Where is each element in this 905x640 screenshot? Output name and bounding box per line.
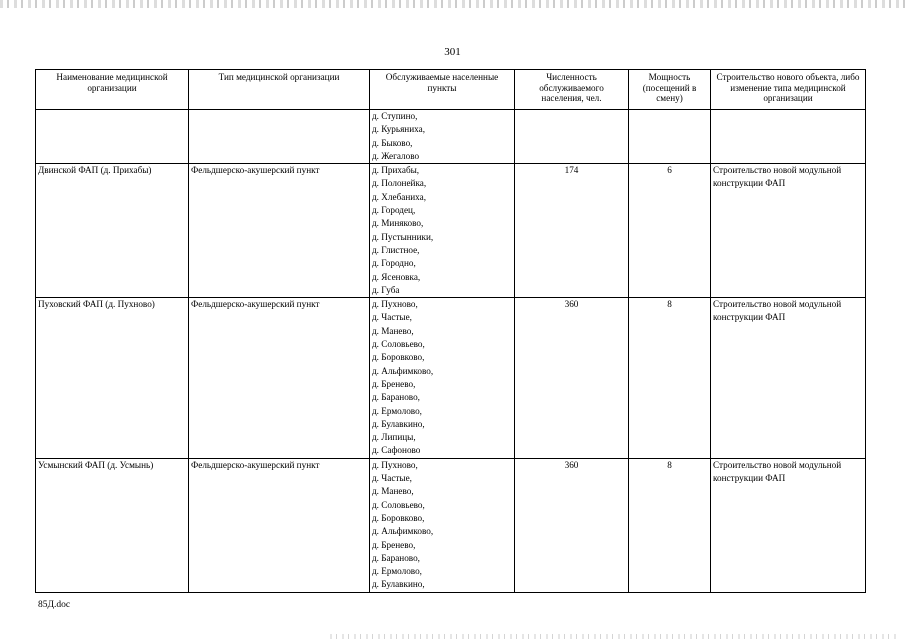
- place-item: д. Полонейка,: [372, 178, 427, 189]
- place-item: д. Манево,: [372, 486, 414, 497]
- cell-capacity: [629, 110, 711, 164]
- cell-places: [370, 164, 515, 298]
- place-item: д. Соловьево,: [372, 339, 425, 350]
- cell-org-name: Двинской ФАП (д. Прихабы): [36, 164, 189, 298]
- table-row: [36, 298, 866, 459]
- header-population: Численность обслуживаемого населения, чел.: [515, 70, 629, 110]
- cell-population: [515, 110, 629, 164]
- place-item: д. Пухново,: [372, 459, 418, 470]
- cell-org-name: Пуховский ФАП (д. Пухново): [36, 298, 189, 459]
- page-number: 301: [444, 46, 461, 58]
- place-item: д. Боровково,: [372, 512, 425, 523]
- place-item: д. Хлебаниха,: [372, 191, 426, 202]
- place-item: д. Бренево,: [372, 378, 416, 389]
- cell-places: [370, 458, 515, 592]
- header-type: Тип медицинской организации: [189, 70, 370, 110]
- place-item: д. Булавкино,: [372, 579, 425, 590]
- place-item: д. Боровково,: [372, 352, 425, 363]
- cell-capacity: 8: [629, 458, 711, 592]
- header-places: Обслуживаемые населенные пункты: [370, 70, 515, 110]
- place-item: д. Прихабы,: [372, 165, 420, 176]
- place-item: д. Сафоново: [372, 445, 421, 456]
- table-header-row: [36, 70, 866, 110]
- footer-filename: 85Д.doc: [38, 600, 71, 610]
- place-item: д. Пустынники,: [372, 231, 434, 242]
- cell-org-name: Усмынский ФАП (д. Усмынь): [36, 458, 189, 592]
- place-item: д. Городно,: [372, 258, 416, 269]
- cell-org-type: Фельдшерско-акушерский пункт: [189, 298, 370, 459]
- scan-noise-bottom: [330, 634, 900, 639]
- scan-noise-top: [0, 0, 905, 8]
- place-item: д. Ермолово,: [372, 405, 422, 416]
- cell-population: 360: [515, 458, 629, 592]
- cell-places: [370, 298, 515, 459]
- cell-capacity: 6: [629, 164, 711, 298]
- header-capacity: Мощность (посещений в смену): [629, 70, 711, 110]
- place-item: д. Бренево,: [372, 539, 416, 550]
- cell-construction: Строительство новой модульной конструкции ФАП: [711, 458, 866, 592]
- place-item: д. Ступино,: [372, 111, 418, 121]
- place-item: д. Булавкино,: [372, 418, 425, 429]
- place-item: д. Миняково,: [372, 218, 424, 229]
- place-item: д. Бараново,: [372, 552, 420, 563]
- place-item: д. Губа: [372, 284, 400, 295]
- table-body: [36, 110, 866, 593]
- place-item: д. Ермолово,: [372, 566, 422, 577]
- table-row: [36, 110, 866, 164]
- cell-construction: Строительство новой модульной конструкции ФАП: [711, 298, 866, 459]
- place-item: д. Пухново,: [372, 299, 418, 310]
- place-item: д. Соловьево,: [372, 499, 425, 510]
- cell-org-type: Фельдшерско-акушерский пункт: [189, 458, 370, 592]
- cell-capacity: 8: [629, 298, 711, 459]
- place-item: д. Городец,: [372, 205, 416, 216]
- place-item: д. Курьяниха,: [372, 124, 425, 135]
- place-item: д. Липицы,: [372, 432, 416, 443]
- header-name: Наименование медицинской организации: [36, 70, 189, 110]
- cell-org-type: [189, 110, 370, 164]
- cell-places: [370, 110, 515, 164]
- place-item: д. Альфимково,: [372, 365, 434, 376]
- table-row: [36, 164, 866, 298]
- place-item: д. Глистное,: [372, 244, 420, 255]
- table-row: [36, 458, 866, 592]
- place-item: д. Манево,: [372, 325, 414, 336]
- cell-org-name: [36, 110, 189, 164]
- place-item: д. Быково,: [372, 137, 413, 148]
- place-item: д. Жегалово: [372, 150, 420, 161]
- place-item: д. Бараново,: [372, 392, 420, 403]
- cell-org-type: Фельдшерско-акушерский пункт: [189, 164, 370, 298]
- cell-population: 174: [515, 164, 629, 298]
- cell-construction: [711, 110, 866, 164]
- medical-organizations-table: [35, 69, 866, 593]
- cell-construction: Строительство новой модульной конструкции ФАП: [711, 164, 866, 298]
- header-construction: Строительство нового объекта, либо изменение типа медицинской организации: [711, 70, 866, 110]
- place-item: д. Частые,: [372, 312, 412, 323]
- place-item: д. Альфимково,: [372, 526, 434, 537]
- place-item: д. Частые,: [372, 473, 412, 484]
- place-item: д. Ясеновка,: [372, 271, 421, 282]
- cell-population: 360: [515, 298, 629, 459]
